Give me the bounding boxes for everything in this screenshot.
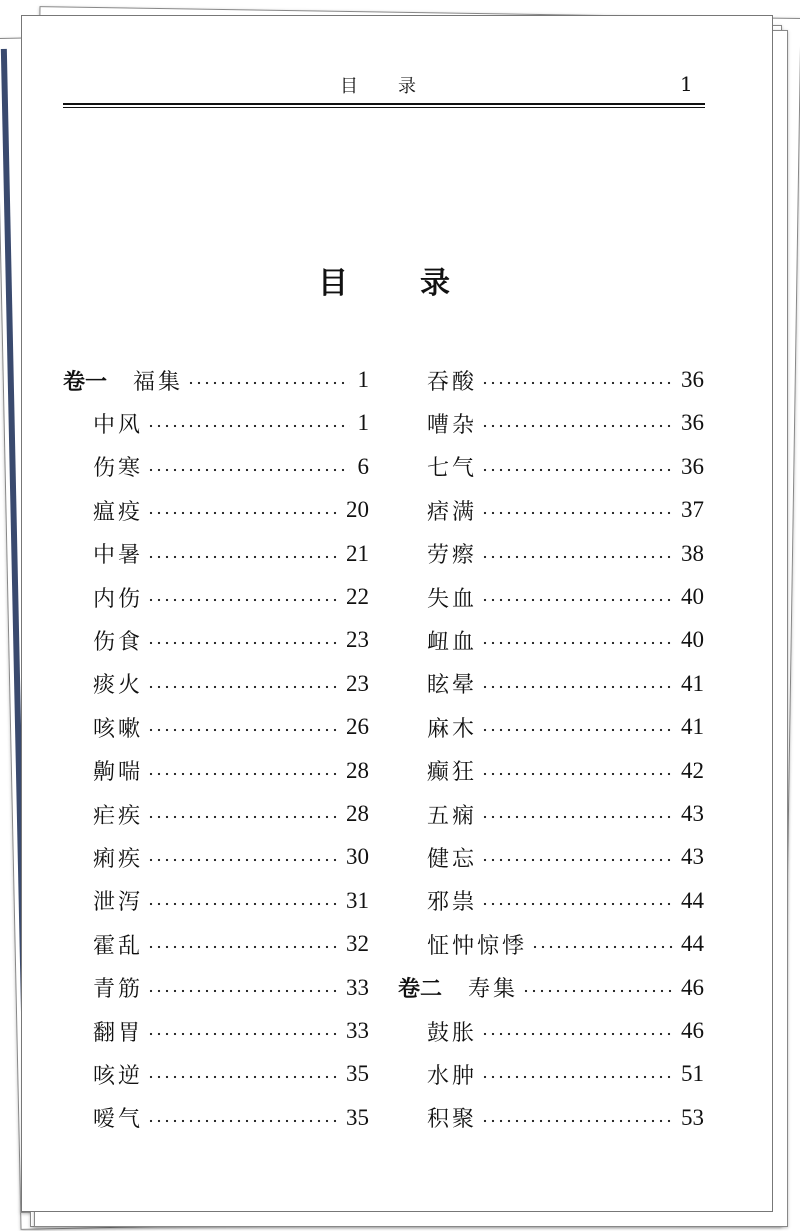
toc-entry bbox=[93, 408, 369, 438]
dot-leader bbox=[147, 858, 338, 862]
entry-page-number: 26 bbox=[346, 714, 369, 740]
dot-leader bbox=[147, 989, 338, 993]
entry-page-number: 46 bbox=[681, 1018, 704, 1043]
entry-label: 痢疾 bbox=[93, 846, 144, 872]
dot-leader bbox=[147, 1075, 338, 1079]
entry-page-number: 36 bbox=[681, 410, 704, 436]
entry-page-number: 36 bbox=[681, 367, 704, 392]
toc-entry bbox=[427, 452, 704, 482]
toc-entry bbox=[427, 1103, 704, 1133]
dot-leader bbox=[481, 685, 673, 689]
entry-page-number: 23 bbox=[346, 670, 369, 696]
dot-leader bbox=[481, 815, 673, 819]
dot-leader bbox=[481, 555, 673, 559]
entry-page-number: 30 bbox=[346, 844, 369, 870]
entry-label: 怔忡惊悸 bbox=[427, 933, 528, 959]
entry-page-number: 46 bbox=[681, 974, 704, 1000]
entry-label: 中风 bbox=[93, 412, 144, 438]
entry-label: 内伤 bbox=[93, 586, 144, 612]
entry-label: 癫狂 bbox=[427, 760, 478, 786]
toc-entry bbox=[93, 452, 369, 482]
dot-leader bbox=[481, 1032, 673, 1036]
entry-page-number: 42 bbox=[681, 757, 704, 783]
entry-page-number: 22 bbox=[346, 584, 369, 609]
entry-page-number: 44 bbox=[681, 931, 704, 957]
dot-leader bbox=[481, 511, 673, 515]
dot-leader bbox=[481, 1075, 673, 1079]
toc-entry bbox=[93, 1059, 369, 1089]
toc-entry bbox=[427, 408, 704, 438]
dot-leader bbox=[147, 815, 338, 819]
entry-label: 痰火 bbox=[93, 673, 144, 699]
entry-label: 泄泻 bbox=[93, 890, 144, 916]
toc-entry bbox=[427, 1016, 704, 1046]
entry-page-number: 1 bbox=[357, 410, 369, 436]
dot-leader bbox=[147, 555, 338, 559]
toc-entry bbox=[93, 582, 369, 612]
entry-label: 寿集 bbox=[468, 977, 519, 1003]
entry-page-number: 28 bbox=[346, 757, 369, 783]
toc-volume-entry bbox=[63, 365, 369, 395]
entry-label: 麻木 bbox=[427, 716, 478, 742]
dot-leader bbox=[481, 424, 673, 428]
entry-label: 嘈杂 bbox=[427, 412, 478, 438]
entry-label: 咳嗽 bbox=[93, 716, 144, 742]
toc-entry bbox=[93, 929, 369, 959]
toc-entry bbox=[93, 973, 369, 1003]
volume-label: 卷二 bbox=[398, 976, 443, 1003]
toc-entry bbox=[427, 582, 704, 612]
entry-label: 眩晕 bbox=[427, 673, 478, 699]
entry-page-number: 37 bbox=[681, 497, 704, 523]
entry-page-number: 36 bbox=[681, 453, 704, 479]
dot-leader bbox=[147, 728, 338, 732]
toc-entry bbox=[93, 712, 369, 742]
entry-label: 福集 bbox=[133, 369, 184, 395]
entry-page-number: 28 bbox=[346, 801, 369, 826]
dot-leader bbox=[147, 685, 338, 689]
entry-page-number: 20 bbox=[346, 497, 369, 523]
entry-label: 咳逆 bbox=[93, 1063, 144, 1089]
entry-label: 吞酸 bbox=[427, 369, 478, 395]
volume-label: 卷一 bbox=[63, 368, 108, 395]
toc-entry bbox=[93, 539, 369, 569]
entry-page-number: 33 bbox=[346, 974, 369, 1000]
entry-label: 青筋 bbox=[93, 977, 144, 1003]
dot-leader bbox=[481, 1119, 673, 1123]
dot-leader bbox=[147, 902, 338, 906]
dot-leader bbox=[481, 468, 673, 472]
dot-leader bbox=[481, 858, 673, 862]
entry-label: 积聚 bbox=[427, 1107, 478, 1133]
entry-page-number: 38 bbox=[681, 540, 704, 566]
entry-page-number: 41 bbox=[681, 714, 704, 740]
dot-leader bbox=[481, 598, 673, 602]
entry-label: 失血 bbox=[427, 586, 478, 612]
entry-page-number: 31 bbox=[346, 887, 369, 913]
entry-page-number: 51 bbox=[681, 1061, 704, 1087]
entry-label: 劳瘵 bbox=[427, 543, 478, 569]
entry-label: 翻胃 bbox=[93, 1020, 144, 1046]
toc-entry bbox=[427, 929, 704, 959]
dot-leader bbox=[481, 641, 673, 645]
entry-page-number: 21 bbox=[346, 540, 369, 566]
entry-page-number: 40 bbox=[681, 627, 704, 653]
toc-entry bbox=[427, 712, 704, 742]
entry-label: 中暑 bbox=[93, 543, 144, 569]
toc-entry bbox=[427, 1059, 704, 1089]
dot-leader bbox=[147, 772, 338, 776]
entry-page-number: 32 bbox=[346, 931, 369, 957]
entry-page-number: 44 bbox=[681, 887, 704, 913]
dot-leader bbox=[481, 772, 673, 776]
entry-page-number: 6 bbox=[357, 453, 369, 479]
toc-entry bbox=[427, 365, 704, 395]
toc-entry bbox=[427, 495, 704, 525]
running-header: 目录 bbox=[340, 76, 456, 97]
entry-page-number: 23 bbox=[346, 627, 369, 653]
entry-page-number: 40 bbox=[681, 584, 704, 609]
header-rule bbox=[63, 107, 705, 108]
dot-leader bbox=[147, 468, 349, 472]
entry-label: 健忘 bbox=[427, 846, 478, 872]
entry-label: 五痫 bbox=[427, 803, 478, 829]
entry-page-number: 43 bbox=[681, 844, 704, 870]
dot-leader bbox=[481, 728, 673, 732]
entry-page-number: 53 bbox=[681, 1104, 704, 1130]
entry-label: 鼓胀 bbox=[427, 1020, 478, 1046]
dot-leader bbox=[187, 381, 349, 385]
dot-leader bbox=[147, 641, 338, 645]
entry-label: 疟疾 bbox=[93, 803, 144, 829]
dot-leader bbox=[481, 902, 673, 906]
toc-entry bbox=[93, 1016, 369, 1046]
dot-leader bbox=[147, 424, 349, 428]
entry-page-number: 35 bbox=[346, 1104, 369, 1130]
entry-page-number: 41 bbox=[681, 670, 704, 696]
entry-page-number: 43 bbox=[681, 801, 704, 826]
entry-page-number: 33 bbox=[346, 1018, 369, 1043]
toc-entry bbox=[93, 1103, 369, 1133]
dot-leader bbox=[531, 945, 673, 949]
dot-leader bbox=[481, 381, 673, 385]
dot-leader bbox=[147, 598, 338, 602]
toc-entry bbox=[93, 495, 369, 525]
dot-leader bbox=[147, 511, 338, 515]
toc-entry bbox=[427, 756, 704, 786]
entry-page-number: 35 bbox=[346, 1061, 369, 1087]
entry-label: 瘟疫 bbox=[93, 499, 144, 525]
entry-label: 邪祟 bbox=[427, 890, 478, 916]
entry-label: 痞满 bbox=[427, 499, 478, 525]
toc-entry bbox=[93, 799, 369, 829]
toc-entry bbox=[427, 799, 704, 829]
page-title: 目录 bbox=[318, 266, 522, 301]
entry-label: 七气 bbox=[427, 456, 478, 482]
entry-label: 水肿 bbox=[427, 1063, 478, 1089]
entry-label: 伤食 bbox=[93, 629, 144, 655]
dot-leader bbox=[147, 945, 338, 949]
header-rule bbox=[63, 103, 705, 105]
entry-label: 伤寒 bbox=[93, 456, 144, 482]
entry-label: 霍乱 bbox=[93, 933, 144, 959]
dot-leader bbox=[522, 989, 673, 993]
toc-entry bbox=[427, 886, 704, 916]
toc-entry bbox=[93, 886, 369, 916]
toc-entry bbox=[93, 625, 369, 655]
entry-page-number: 1 bbox=[357, 367, 369, 392]
toc-entry bbox=[427, 669, 704, 699]
page-number: 1 bbox=[680, 72, 693, 96]
dot-leader bbox=[147, 1032, 338, 1036]
toc-entry bbox=[427, 842, 704, 872]
toc-entry bbox=[93, 842, 369, 872]
dot-leader bbox=[147, 1119, 338, 1123]
toc-volume-entry bbox=[398, 973, 704, 1003]
toc-entry bbox=[427, 539, 704, 569]
toc-entry bbox=[93, 669, 369, 699]
toc-entry bbox=[93, 756, 369, 786]
entry-label: 齁喘 bbox=[93, 760, 144, 786]
entry-label: 嗳气 bbox=[93, 1107, 144, 1133]
toc-entry bbox=[427, 625, 704, 655]
entry-label: 衄血 bbox=[427, 629, 478, 655]
